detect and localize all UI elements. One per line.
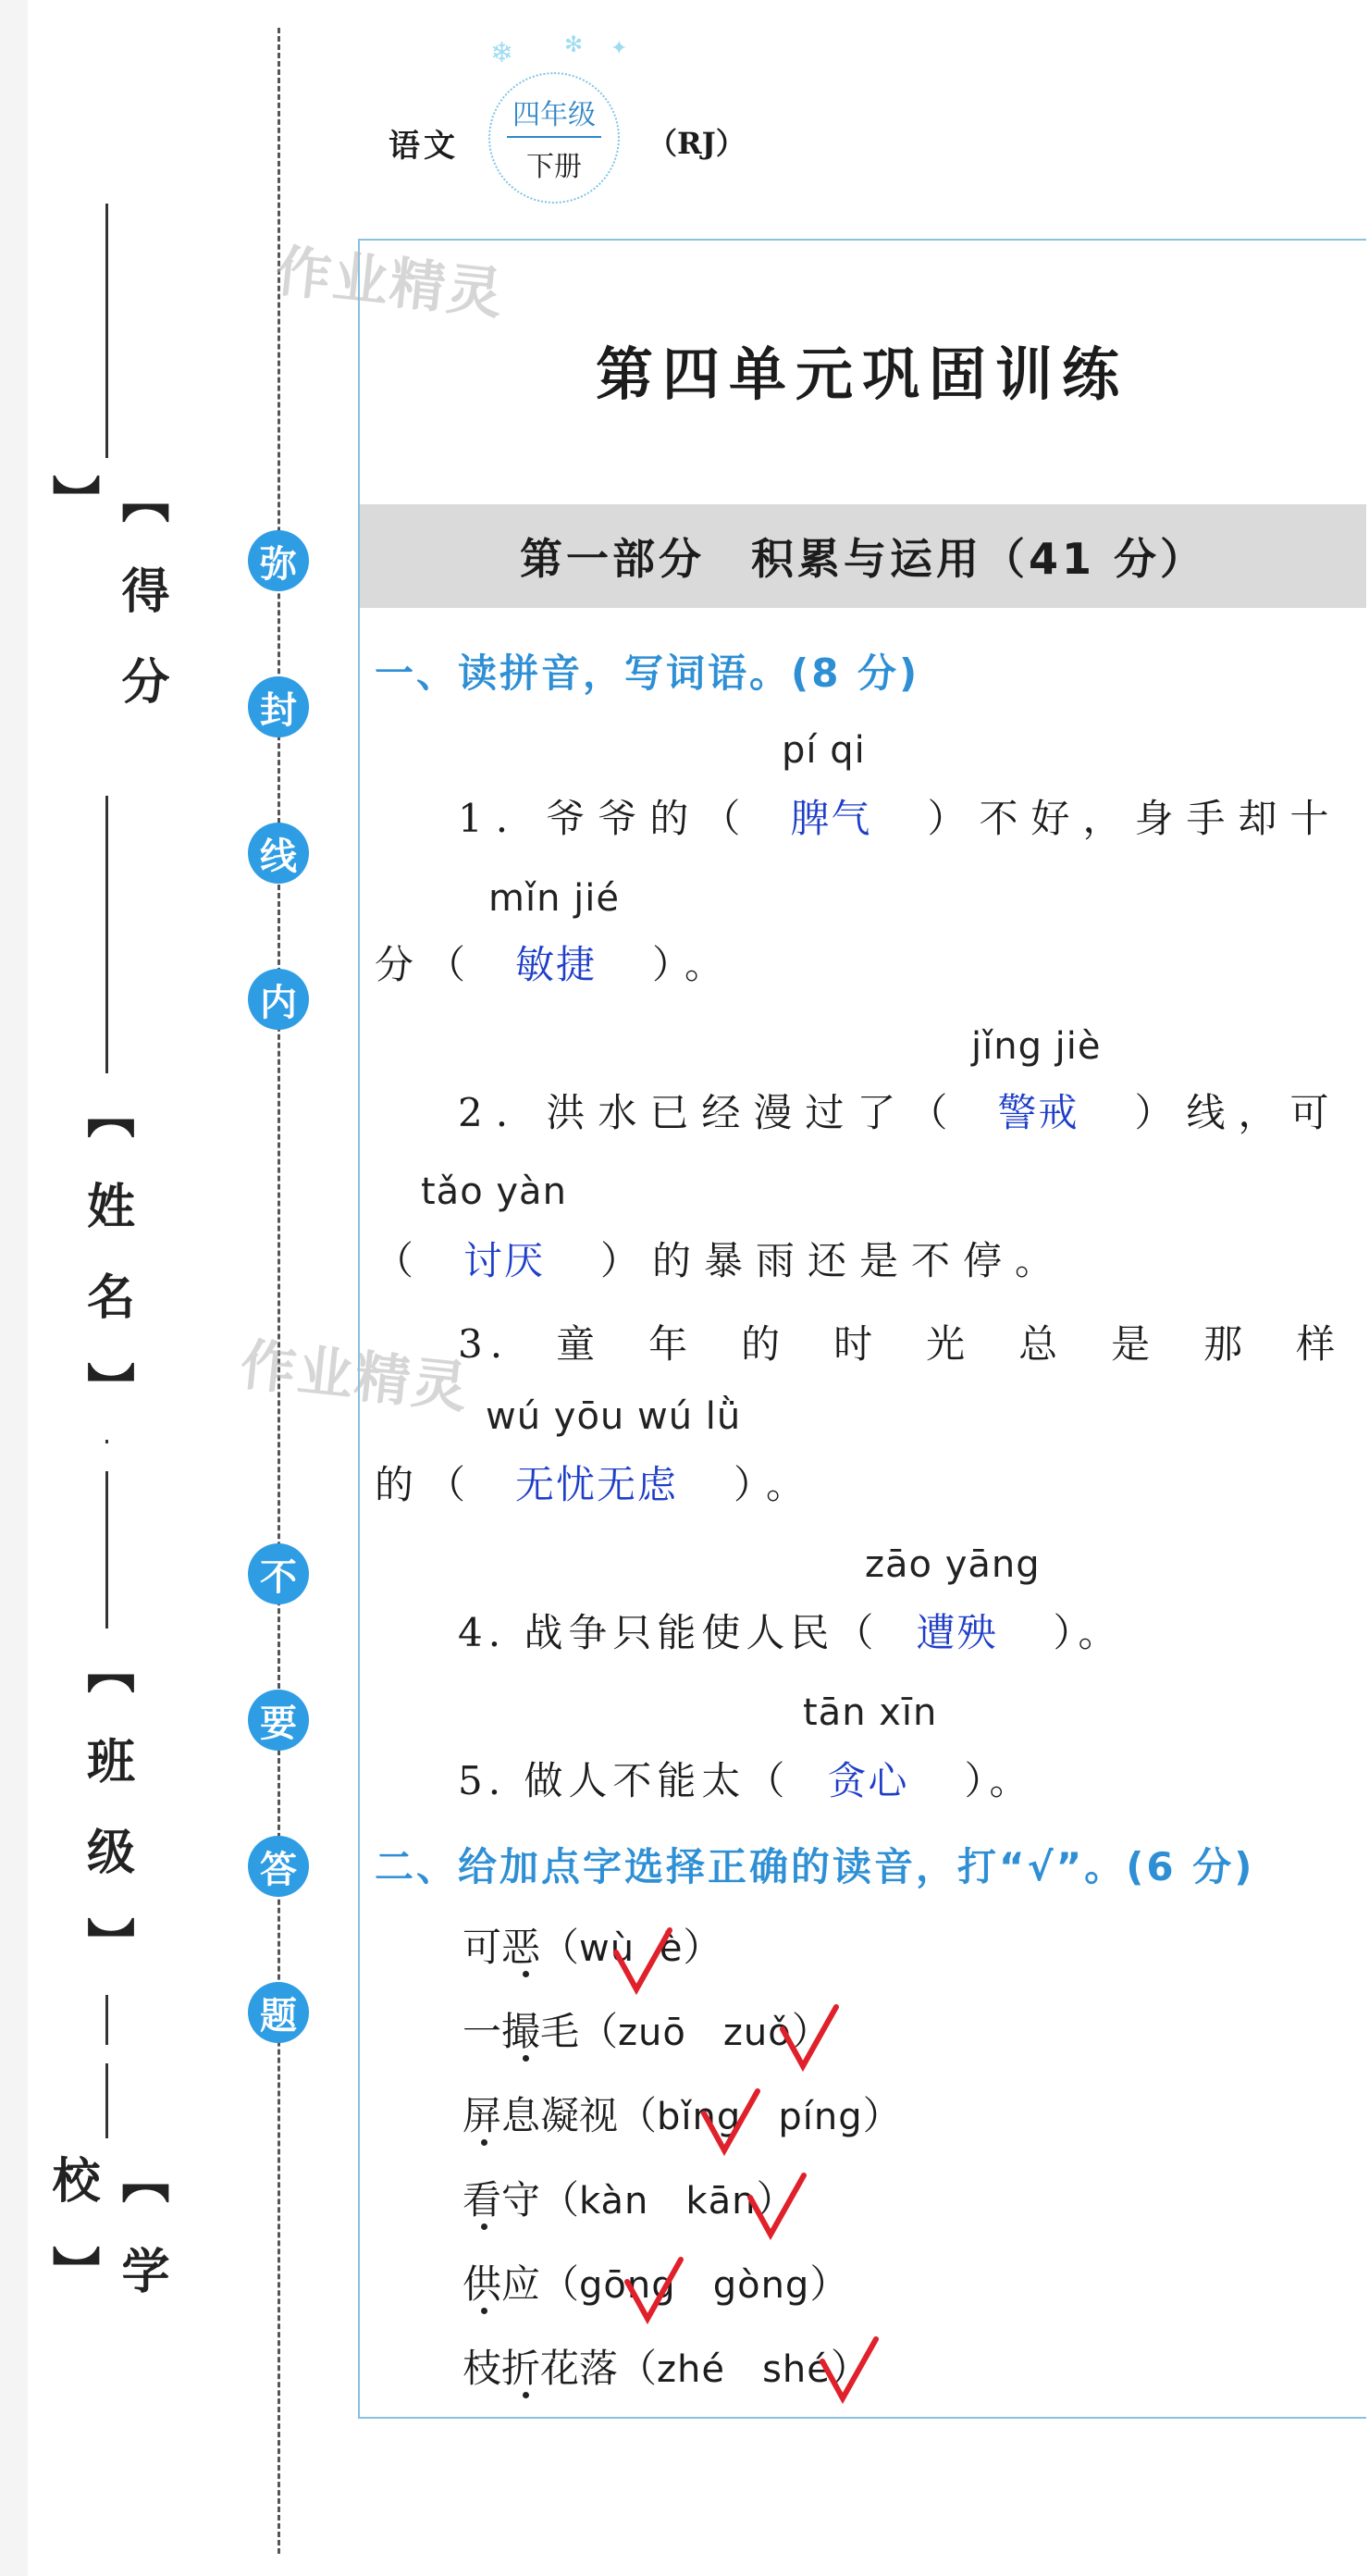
pinyin-option[interactable]: zuō xyxy=(618,2012,686,2054)
pinyin-option[interactable]: kàn xyxy=(579,2180,649,2223)
section-band xyxy=(360,504,1366,608)
pinyin-option[interactable]: píng xyxy=(778,2096,863,2138)
pinyin-option[interactable]: wù xyxy=(579,1927,635,1970)
check-mark-icon xyxy=(610,1925,675,1999)
cut-line xyxy=(278,28,280,2554)
seal-char: 线 xyxy=(248,823,309,884)
field-class-label: 【 班 级 】 xyxy=(78,1645,134,1979)
pinyin-option[interactable]: bǐng xyxy=(657,2096,742,2138)
emphasis-dot xyxy=(481,2139,487,2146)
pinyin: jǐng jiè xyxy=(971,1025,1102,1068)
item-text: 2. 洪水已经漫过了（ xyxy=(458,1090,961,1135)
item-text: ）线，可 xyxy=(1134,1090,1342,1135)
q1-item-5 xyxy=(458,1751,1033,1806)
answer: 敏捷 xyxy=(515,942,598,987)
q1-item-2 xyxy=(458,1083,1341,1138)
q1-item-3: 3. 童 年 的 时 光 总 是 那 样 xyxy=(458,1321,1343,1367)
q1-item-3-cont xyxy=(375,1455,818,1510)
pinyin: tǎo yàn xyxy=(421,1170,567,1213)
answer: 脾气 xyxy=(790,796,872,841)
item-text: ）不好，身手却十 xyxy=(927,796,1342,841)
check-mark-icon xyxy=(622,2254,686,2328)
item-text: 分（ xyxy=(375,942,479,987)
item-text: 5. 做人不能太（ xyxy=(458,1758,791,1803)
q1-item-1 xyxy=(458,788,1341,844)
field-name xyxy=(56,796,157,1443)
snowflake-icon: ✦ xyxy=(610,37,628,60)
item-text: ）。 xyxy=(734,1462,819,1507)
page-title: 第四单元巩固训练 xyxy=(595,341,1128,408)
check-mark-icon xyxy=(698,2086,763,2160)
q2-row: 屏息凝视（bǐng píng） xyxy=(462,2093,902,2138)
pinyin-option[interactable]: è xyxy=(659,1927,684,1970)
q1-item-2-cont xyxy=(375,1231,1067,1286)
field-score-label: 【 得 分 】 xyxy=(43,474,168,717)
pinyin-option[interactable]: zhé xyxy=(657,2348,725,2391)
pinyin: mǐn jié xyxy=(488,877,620,920)
word: 屏息凝视 xyxy=(462,2093,619,2138)
item-text: ）的暴雨还是不停。 xyxy=(600,1238,1067,1283)
pinyin-option[interactable]: gōng xyxy=(579,2264,676,2307)
answer: 贪心 xyxy=(827,1758,909,1803)
q2-row: 一撮毛（zuō zuǒ） xyxy=(462,2009,831,2054)
emphasis-dot xyxy=(523,2055,529,2062)
emphasis-dot xyxy=(481,2308,487,2314)
question-1-heading: 一、读拼音，写词语。(8 分) xyxy=(375,650,920,696)
pinyin: pí qi xyxy=(782,729,866,772)
item-text: 1. 爷爷的（ xyxy=(458,796,754,841)
word: 一撮毛 xyxy=(462,2009,580,2054)
seal-char: 弥 xyxy=(248,530,309,591)
check-mark-icon xyxy=(777,2001,842,2075)
emphasis-dot xyxy=(523,2392,529,2398)
seal-char: 题 xyxy=(248,1982,309,2043)
item-text: ）。 xyxy=(964,1758,1034,1803)
snowflake-icon: ✻ xyxy=(564,31,584,57)
word: 看守 xyxy=(462,2177,541,2223)
field-name-label: 【 姓 名 】 xyxy=(78,1090,134,1424)
field-class xyxy=(56,1471,157,2045)
item-text: （ xyxy=(375,1238,427,1283)
edition-label: （RJ） xyxy=(648,126,746,161)
word: 枝折花落 xyxy=(462,2346,619,2391)
q1-item-1-cont xyxy=(375,935,736,990)
emphasis-dot xyxy=(481,2223,487,2230)
grade-bottom: 下册 xyxy=(526,151,582,183)
watermark: 作业精灵 xyxy=(237,1332,473,1421)
field-school-label: 【 学 校 】 xyxy=(43,2154,168,2308)
grade-top: 四年级 xyxy=(507,92,601,138)
pinyin-option[interactable]: shé xyxy=(762,2348,831,2391)
watermark: 作业精灵 xyxy=(272,239,508,328)
item-text: ）。 xyxy=(1053,1610,1123,1655)
q1-item-4 xyxy=(458,1603,1122,1658)
check-mark-icon xyxy=(817,2334,882,2408)
check-mark-icon xyxy=(745,2170,809,2244)
item-text: 4. 战争只能使人民（ xyxy=(458,1610,880,1655)
field-score xyxy=(43,204,168,777)
item-text: ）。 xyxy=(652,942,737,987)
subject-label: 语文 xyxy=(388,128,459,165)
pinyin-option[interactable]: gòng xyxy=(712,2264,810,2307)
item-text: 的（ xyxy=(375,1462,479,1507)
pinyin-option[interactable]: zuǒ xyxy=(722,2012,792,2054)
word: 可恶 xyxy=(462,1925,541,1970)
grade-badge xyxy=(488,72,620,204)
q2-row: 供应（gōng gòng） xyxy=(462,2261,849,2307)
seal-char: 答 xyxy=(248,1836,309,1897)
pinyin: tān xīn xyxy=(803,1691,938,1734)
emphasis-dot xyxy=(523,1971,529,1977)
seal-char: 要 xyxy=(248,1690,309,1751)
binding-strip xyxy=(0,0,28,2576)
answer: 讨厌 xyxy=(463,1238,546,1283)
answer: 警戒 xyxy=(997,1090,1079,1135)
seal-char: 不 xyxy=(248,1543,309,1604)
answer: 遭殃 xyxy=(916,1610,998,1655)
pinyin-option[interactable]: kān xyxy=(685,2180,757,2223)
seal-char: 内 xyxy=(248,969,309,1030)
section-title: 第一部分 积累与运用（41 分） xyxy=(519,534,1207,584)
question-2-heading: 二、给加点字选择正确的读音，打“√”。(6 分) xyxy=(375,1844,1255,1889)
q2-row: 枝折花落（zhé shé） xyxy=(462,2346,870,2391)
snowflake-icon: ❄ xyxy=(490,37,514,69)
q2-row: 可恶（wù è） xyxy=(462,1925,722,1970)
seal-char: 封 xyxy=(248,676,309,737)
word: 供应 xyxy=(462,2261,541,2307)
q2-row: 看守（kàn kān） xyxy=(462,2177,796,2223)
answer: 无忧无虑 xyxy=(515,1462,679,1507)
pinyin: wú yōu wú lǜ xyxy=(486,1395,742,1438)
field-school xyxy=(43,2063,168,2396)
pinyin: zāo yāng xyxy=(865,1543,1041,1586)
